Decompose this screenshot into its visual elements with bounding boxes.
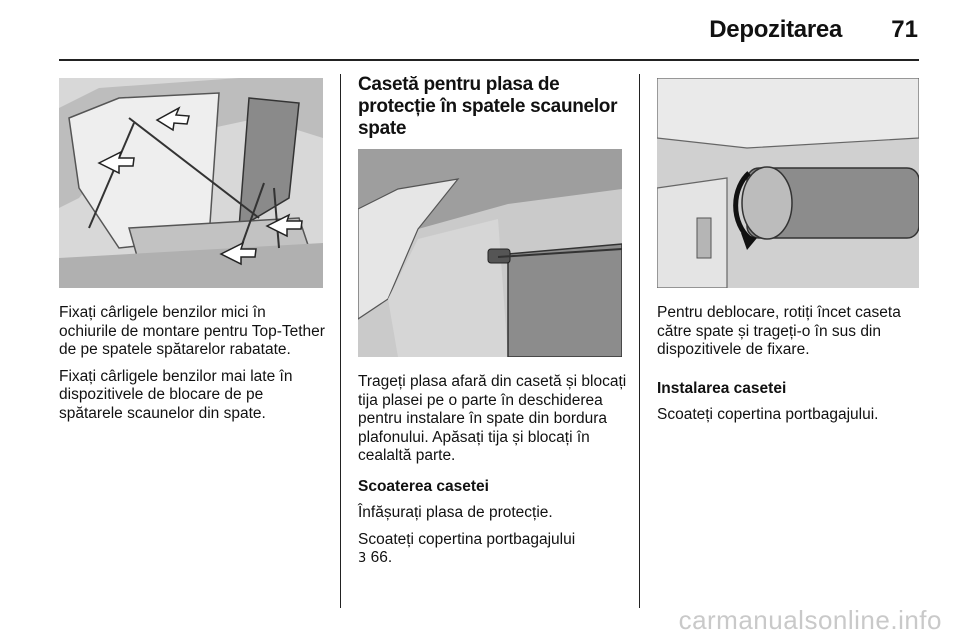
- paragraph: Trageți plasa afară din casetă și blocați tija plasei pe o parte în deschiderea pentru instalare în spate din bordura plafonului. Apăsați tija și blocați în cealaltă parte.: [358, 373, 627, 464]
- subhead-installation: Instalarea casetei: [657, 379, 787, 397]
- right-column: [657, 304, 932, 433]
- page-number: 71: [891, 16, 918, 43]
- column-divider: [639, 74, 640, 608]
- page-reference-arrow-icon: 3: [358, 551, 367, 566]
- header-rule: [59, 59, 919, 61]
- middle-column: [358, 373, 633, 577]
- page-reference-link[interactable]: 66.: [370, 549, 393, 566]
- figure-net-cassette-roof: [358, 149, 622, 357]
- left-column: [59, 304, 325, 431]
- section-title: Casetă pentru plasa de protecție în spatele scaunelor spate: [358, 74, 618, 139]
- watermark: carmanualsonline.info: [678, 605, 942, 635]
- paragraph: Înfășurați plasa de protecție.: [358, 504, 553, 521]
- header-title: Depozitarea: [709, 16, 842, 43]
- paragraph: Pentru deblocare, rotiți încet caseta către spate și trageți-o în sus din dispozitivele de fixare.: [657, 304, 901, 358]
- paragraph-text: Scoateți copertina portbagajului: [358, 530, 576, 548]
- paragraph: [358, 531, 633, 569]
- paragraph: Scoateți copertina portbagajului.: [657, 406, 879, 423]
- subhead-removal: Scoaterea casetei: [358, 477, 489, 495]
- column-divider: [340, 74, 341, 608]
- paragraph: Fixați cârligele benzilor mai late în dispozitivele de blocare de pe spătarele scaunelor din spate.: [59, 367, 293, 422]
- paragraph: Fixați cârligele benzilor mici în ochiurile de montare pentru Top-Tether de pe spatele spătarelor rabatate.: [59, 304, 325, 358]
- figure-cargo-net-straps: [59, 78, 323, 288]
- figure-cassette-unlock: [657, 78, 919, 288]
